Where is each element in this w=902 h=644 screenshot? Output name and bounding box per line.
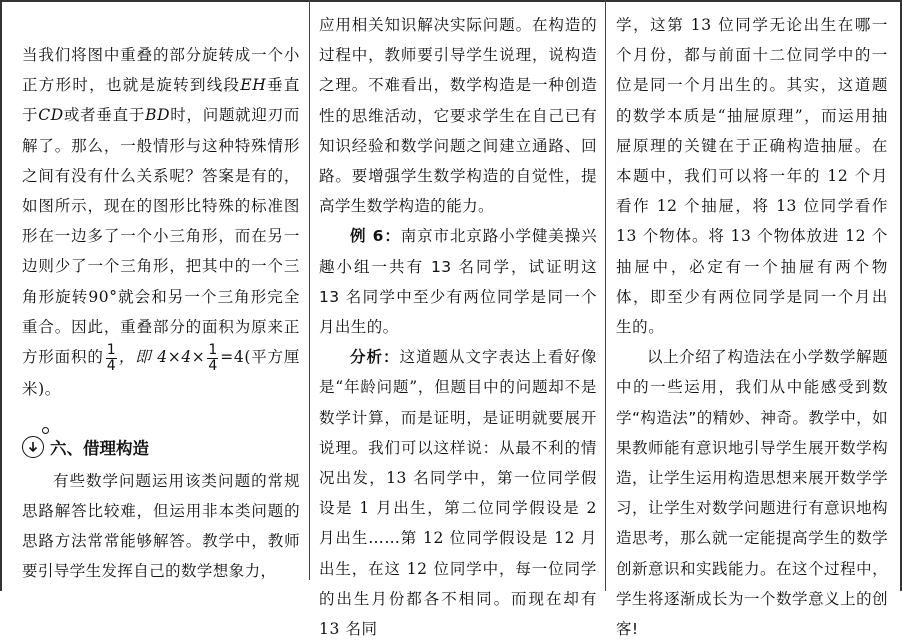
fraction-one-quarter: $\frac{1}{4}$	[106, 341, 116, 374]
example-label: 例 6：	[350, 227, 401, 246]
col1-paragraph-1: 当我们将图中重叠的部分旋转成一个小正方形时，也就是旋转到线段EH垂直于CD或者垂直于BD时，问题就迎刃而解了。那么，一般情形与这种特殊情形之间有没有什么关系呢？答案是有的，如图所示，现在的图形比特殊的标准图形在一边多了一个小三角形，而在另一边则少了一个三角形，把其中的一个三角形旋转90°就会和另一个三角形完全重合。因此，重叠部分的面积为原来正方形面积的 $\frac{1}{4}$ ，即 4×4× $\frac{1}{4}$ =4(平方厘米)。	[22, 46, 300, 398]
col3-paragraph-2: 以上介绍了构造法在小学数学解题中的一些运用，我们从中能感受到数学“构造法”的精妙、神奇。教学中，如果教师能有意识地引导学生展开数学构造，让学生运用构造思想来展开数学学习，让学生对数学问题进行有意识地构造思考，那么就一定能提高学生的数学创新意识和实践能力。在这个过程中，学生将逐渐成长为一个数学意义上的创客!	[616, 348, 888, 639]
column-middle	[319, 0, 597, 639]
down-arrow-circle-icon	[22, 436, 44, 458]
fraction-one-quarter-2: $\frac{1}{4}$	[208, 341, 218, 374]
section-heading	[22, 432, 300, 462]
column-right	[616, 0, 888, 639]
column-divider-1	[309, 0, 310, 580]
example-6	[319, 221, 597, 342]
col1-paragraph-2: 有些数学问题运用该类问题的常规思路解答比较难，但运用非本类问题的思路方法常常能够解答。教学中，教师要引导学生发挥自己的数学想象力，	[22, 471, 300, 581]
col3-paragraph-1: 学，这第 13 位同学无论出生在哪一个月份，都与前面十二位同学中的一位是同一个月出生的。其实，这道题的数学本质是“抽屉原理”，而运用抽屉原理的关键在于正确构造抽屉。在本题中，我们可以将一年的 12 个月看作 12 个抽屉，将 13 位同学看作 13 个物体。将 13 个物体放进 12 个抽屉中，必定有一个抽屉有两个物体，即至少有两位同学是同一个月出生的。	[616, 16, 888, 337]
analysis-label: 分析：	[350, 348, 400, 367]
analysis-text: 这道题从文字表达上看好像是“年龄问题”，但题目中的问题却不是数学计算，而是证明，是证明就要展开说理。我们可以这样说：从最不利的情况出发，13 名同学中，第一位同学假设是 1 月出生，第二位同学假设是 2 月出生……第 12 位同学假设是 12 月出生，在这 12 位同学中，每一位同学的出生月份都各不相同。而现在却有 13 名同	[319, 348, 597, 639]
heading-dot-icon	[42, 427, 49, 434]
analysis-paragraph	[319, 342, 597, 644]
column-left	[22, 0, 300, 591]
column-divider-2	[605, 0, 606, 591]
example-text: 南京市北京路小学健美操兴趣小组一共有 13 名同学，试证明这 13 名同学中至少有两位同学是同一个月出生的。	[319, 227, 597, 337]
page-frame-left	[0, 0, 2, 591]
col2-paragraph-1: 应用相关知识解决实际问题。在构造的过程中，教师要引导学生说理，说构造之理。不难看出，数学构造是一种创造性的思维活动，它要求学生在自己已有知识经验和数学问题之间建立通路、回路。要增强学生数学构造的自觉性，提高学生数学构造的能力。	[319, 16, 597, 216]
section-heading-text: 六、借理构造	[50, 438, 149, 458]
